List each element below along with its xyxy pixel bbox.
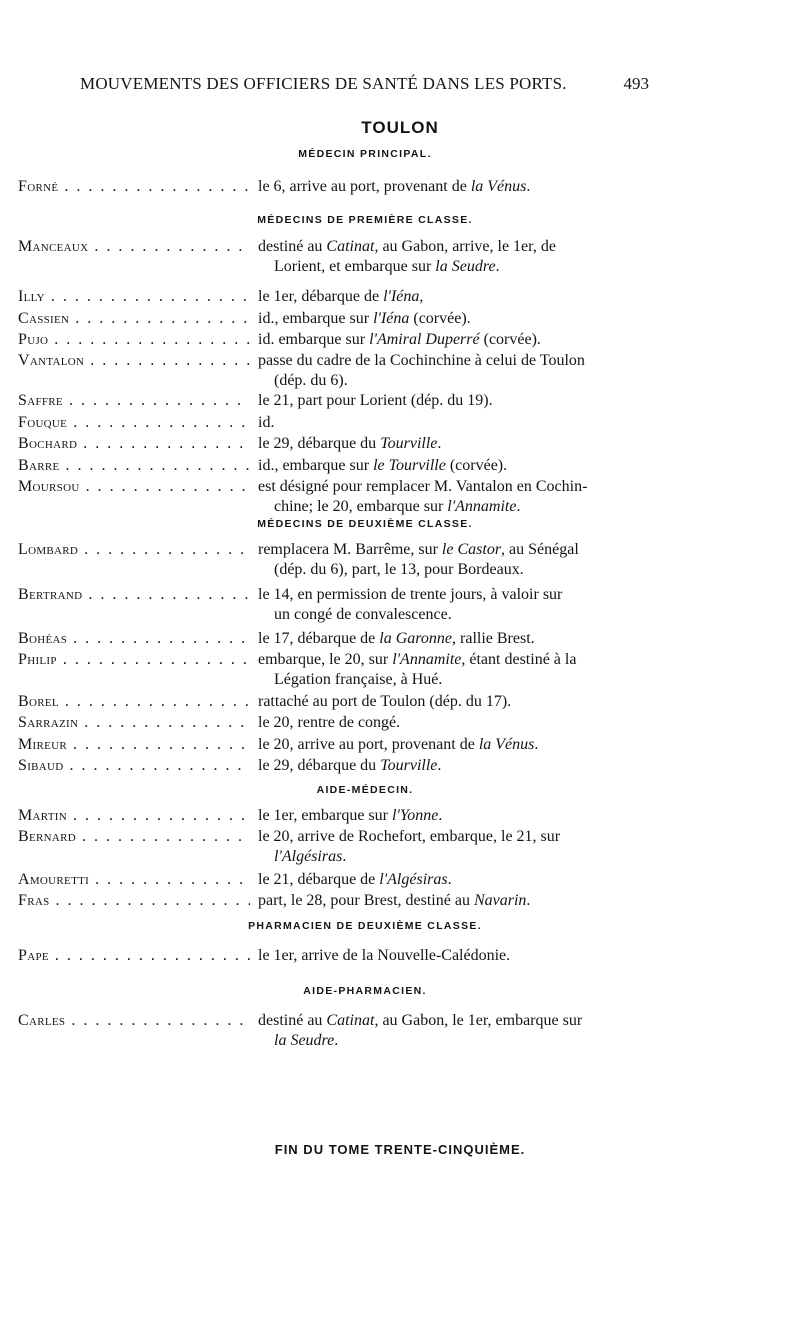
- officer-name: Bohéas . . .: [18, 629, 250, 649]
- entry-line: un congé de convalescence.: [274, 606, 452, 623]
- entry-text: [258, 891, 658, 911]
- entry-text: [258, 330, 658, 350]
- ship-name: la Seudre: [435, 258, 496, 275]
- ship-name: l'Iéna: [373, 310, 410, 327]
- entry-line: le 17, débarque de la Garonne, rallie Brest.: [258, 630, 535, 647]
- officer-name: Fouque . . .: [18, 413, 250, 433]
- entry-text: [258, 456, 658, 476]
- ship-name: Catinat: [326, 1012, 375, 1029]
- section-heading: AIDE-PHARMACIEN.: [303, 985, 427, 997]
- entry-text: [258, 1011, 658, 1051]
- entry-text: [258, 540, 658, 580]
- entry-line: remplacera M. Barrême, sur le Castor, au Sénégal: [258, 541, 579, 558]
- officer-name: Carles . . .: [18, 1011, 250, 1031]
- entry-line: le 1er, embarque sur l'Yonne.: [258, 807, 443, 824]
- entry-line: chine; le 20, embarque sur l'Annamite.: [274, 498, 521, 515]
- section-heading: MÉDECINS DE PREMIÈRE CLASSE.: [257, 214, 473, 226]
- entry-line: le 20, rentre de congé.: [258, 714, 401, 731]
- entry-text: [258, 756, 658, 776]
- entry-line: part, le 28, pour Brest, destiné au Navarin.: [258, 892, 531, 909]
- entry-line: l'Algésiras.: [274, 848, 347, 865]
- entry-line: la Seudre.: [274, 1032, 339, 1049]
- section-heading: MÉDECIN PRINCIPAL.: [298, 148, 432, 160]
- ship-name: Navarin: [473, 892, 527, 909]
- officer-name: Vantalon . . .: [18, 351, 250, 371]
- officer-name: Amouretti . . .: [18, 870, 250, 890]
- entry-text: [258, 692, 658, 712]
- section-heading: PHARMACIEN DE DEUXIÈME CLASSE.: [248, 920, 482, 932]
- entry-line: le 20, arrive au port, provenant de la Vénus.: [258, 736, 539, 753]
- entry-text: [258, 237, 658, 277]
- entry-line: le 20, arrive de Rochefort, embarque, le 21, sur: [258, 828, 561, 845]
- officer-name: Moursou . . .: [18, 477, 250, 497]
- entry-text: [258, 585, 658, 625]
- officer-name: Illy . . .: [18, 287, 250, 307]
- entry-line: (dép. du 6).: [274, 372, 348, 389]
- ship-name: la Seudre: [274, 1032, 335, 1049]
- officer-name: Lombard . . .: [18, 540, 250, 560]
- ship-name: l'Algésiras: [379, 871, 448, 888]
- officer-name: Bochard . . .: [18, 434, 250, 454]
- officer-name: Barre . . .: [18, 456, 250, 476]
- ship-name: l'Yonne: [391, 807, 439, 824]
- entry-line: le 1er, arrive de la Nouvelle-Calédonie.: [258, 947, 511, 964]
- entry-line: Légation française, à Hué.: [274, 671, 443, 688]
- officer-name: Philip . . .: [18, 650, 250, 670]
- entry-line: embarque, le 20, sur l'Annamite, étant destiné à la: [258, 651, 577, 668]
- ship-name: l'Annamite: [392, 651, 462, 668]
- city-title: TOULON: [361, 118, 439, 137]
- entry-text: [258, 413, 658, 433]
- officer-name: Pujo . . .: [18, 330, 250, 350]
- ship-name: le Castor: [441, 541, 502, 558]
- entry-text: [258, 946, 658, 966]
- officer-name: Sibaud . . .: [18, 756, 250, 776]
- entry-text: [258, 650, 658, 690]
- officer-name: Fras . . .: [18, 891, 250, 911]
- entry-line: le 21, part pour Lorient (dép. du 19).: [258, 392, 493, 409]
- officer-name: Sarrazin . . .: [18, 713, 250, 733]
- entry-text: [258, 735, 658, 755]
- officer-name: Bernard . . .: [18, 827, 250, 847]
- ship-name: Tourville: [380, 435, 438, 452]
- entry-line: le 29, débarque du Tourville.: [258, 435, 442, 452]
- running-title: MOUVEMENTS DES OFFICIERS DE SANTÉ DANS LES PORTS.: [80, 74, 567, 93]
- entry-text: [258, 477, 658, 517]
- entry-line: est désigné pour remplacer M. Vantalon en Cochin-: [258, 478, 588, 495]
- entry-line: id.: [258, 414, 275, 431]
- entry-text: [258, 713, 658, 733]
- entry-line: le 14, en permission de trente jours, à valoir sur: [258, 586, 563, 603]
- section-heading: MÉDECINS DE DEUXIÈME CLASSE.: [257, 518, 473, 530]
- entry-text: [258, 434, 658, 454]
- section-heading: AIDE-MÉDECIN.: [316, 784, 414, 796]
- entry-text: [258, 629, 658, 649]
- entry-text: [258, 351, 658, 391]
- entry-line: destiné au Catinat, au Gabon, arrive, le 1er, de: [258, 238, 556, 255]
- entry-text: [258, 177, 658, 197]
- officer-name: Pape . . .: [18, 946, 250, 966]
- entry-text: [258, 806, 658, 826]
- entry-line: (dép. du 6), part, le 13, pour Bordeaux.: [274, 561, 524, 578]
- page-number: 493: [623, 74, 649, 93]
- entry-line: le 6, arrive au port, provenant de la Vénus.: [258, 178, 531, 195]
- ship-name: Catinat: [326, 238, 375, 255]
- ship-name: la Vénus: [470, 178, 527, 195]
- ship-name: la Garonne: [379, 630, 453, 647]
- entry-line: destiné au Catinat, au Gabon, le 1er, embarque sur: [258, 1012, 583, 1029]
- entry-line: le 29, débarque du Tourville.: [258, 757, 442, 774]
- officer-name: Forné . . .: [18, 177, 250, 197]
- ship-name: l'Algésiras: [274, 848, 343, 865]
- ship-name: Tourville: [380, 757, 438, 774]
- entry-line: le 1er, débarque de l'Iéna,: [258, 288, 424, 305]
- entry-line: rattaché au port de Toulon (dép. du 17).: [258, 693, 512, 710]
- entry-line: id., embarque sur l'Iéna (corvée).: [258, 310, 471, 327]
- entry-text: [258, 827, 658, 867]
- ship-name: l'Iéna: [383, 288, 420, 305]
- ship-name: le Tourville: [373, 457, 446, 474]
- entry-text: [258, 391, 658, 411]
- entry-line: id., embarque sur le Tourville (corvée).: [258, 457, 508, 474]
- officer-name: Cassien . . .: [18, 309, 250, 329]
- ship-name: l'Annamite: [447, 498, 517, 515]
- ship-name: l'Amiral Duperré: [369, 331, 480, 348]
- entry-line: id. embarque sur l'Amiral Duperré (corvée).: [258, 331, 541, 348]
- entry-line: le 21, débarque de l'Algésiras.: [258, 871, 452, 888]
- entry-line: Lorient, et embarque sur la Seudre.: [274, 258, 500, 275]
- entry-text: [258, 309, 658, 329]
- officer-name: Borel . . .: [18, 692, 250, 712]
- ship-name: la Vénus: [478, 736, 535, 753]
- entry-text: [258, 870, 658, 890]
- officer-name: Bertrand . . .: [18, 585, 250, 605]
- entry-text: [258, 287, 658, 307]
- end-note: FIN DU TOME TRENTE-CINQUIÈME.: [274, 1142, 526, 1157]
- officer-name: Saffre . . .: [18, 391, 250, 411]
- officer-name: Mireur . . .: [18, 735, 250, 755]
- entry-line: passe du cadre de la Cochinchine à celui de Toulon: [258, 352, 585, 369]
- officer-name: Martin . . .: [18, 806, 250, 826]
- officer-name: Manceaux . . .: [18, 237, 250, 257]
